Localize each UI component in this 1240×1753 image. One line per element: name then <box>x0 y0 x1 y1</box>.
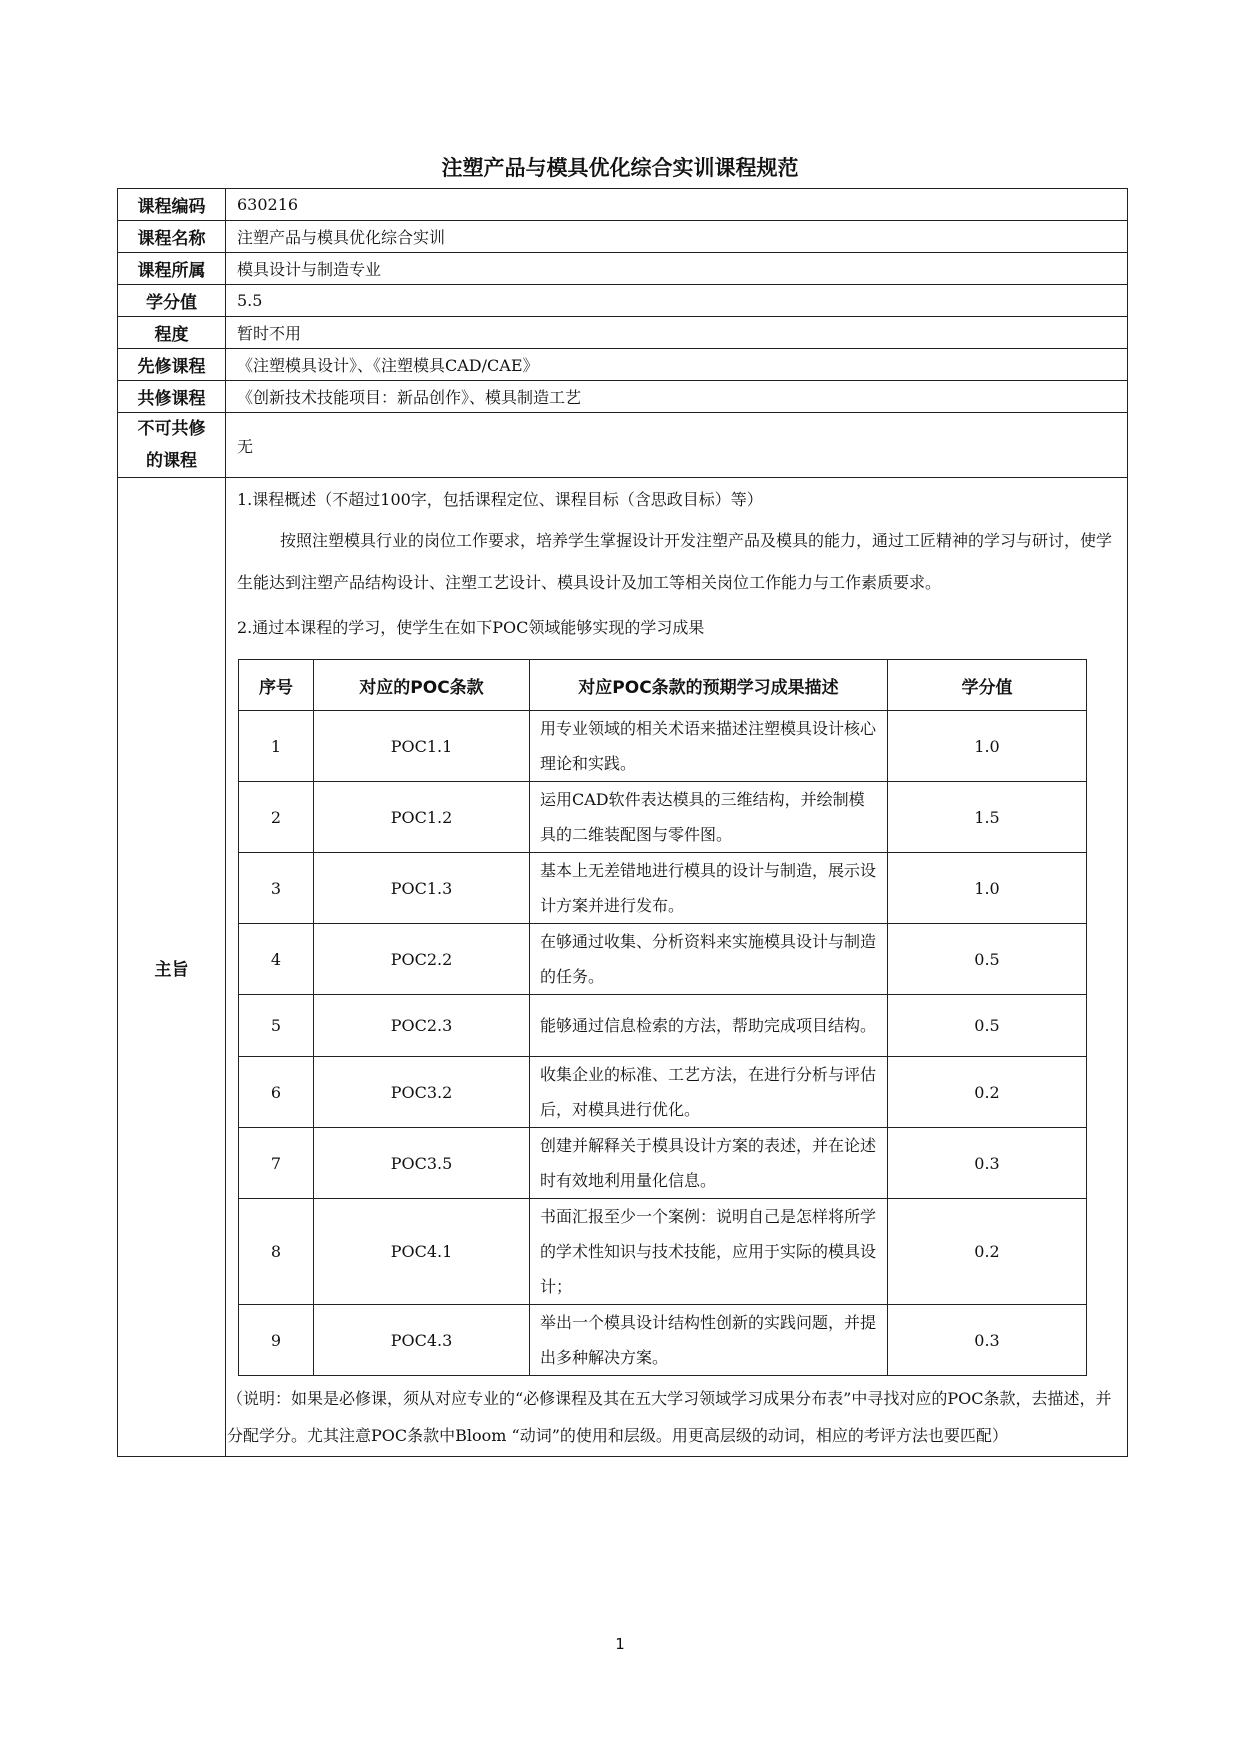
field-value: 注塑产品与模具优化综合实训 <box>226 221 1128 253</box>
credit-value: 1.0 <box>888 711 1087 782</box>
outcome-desc: 书面汇报至少一个案例：说明自己是怎样将所学的学术性知识与技术技能，应用于实际的模具设计； <box>530 1199 888 1305</box>
row-number: 6 <box>239 1057 314 1128</box>
row-number: 3 <box>239 853 314 924</box>
column-header: 学分值 <box>888 660 1087 711</box>
poc-code: POC3.5 <box>314 1128 530 1199</box>
row-number: 2 <box>239 782 314 853</box>
field-label: 学分值 <box>118 285 226 317</box>
field-label: 共修课程 <box>118 381 226 413</box>
outcome-desc: 在够通过收集、分析资料来实施模具设计与制造的任务。 <box>530 924 888 995</box>
info-row <box>118 189 1128 221</box>
credit-value: 0.2 <box>888 1199 1087 1305</box>
field-value: 5.5 <box>226 285 1128 317</box>
poc-code: POC1.1 <box>314 711 530 782</box>
row-number: 8 <box>239 1199 314 1305</box>
column-header: 序号 <box>239 660 314 711</box>
credit-value: 0.3 <box>888 1305 1087 1376</box>
row-number: 1 <box>239 711 314 782</box>
field-value: 《创新技术技能项目：新品创作》、模具制造工艺 <box>226 381 1128 413</box>
info-row <box>118 253 1128 285</box>
table-row <box>239 1199 1087 1305</box>
poc-code: POC4.3 <box>314 1305 530 1376</box>
table-row <box>239 853 1087 924</box>
field-label: 课程所属 <box>118 253 226 285</box>
field-label: 课程名称 <box>118 221 226 253</box>
info-row <box>118 221 1128 253</box>
outcome-desc: 收集企业的标准、工艺方法，在进行分析与评估后，对模具进行优化。 <box>530 1057 888 1128</box>
credit-value: 0.5 <box>888 995 1087 1057</box>
poc-code: POC4.1 <box>314 1199 530 1305</box>
poc-code: POC2.2 <box>314 924 530 995</box>
row-number: 4 <box>239 924 314 995</box>
table-row <box>239 1128 1087 1199</box>
row-number: 5 <box>239 995 314 1057</box>
row-number: 7 <box>239 1128 314 1199</box>
main-content <box>226 478 1128 1457</box>
outcome-desc: 基本上无差错地进行模具的设计与制造，展示设计方案并进行发布。 <box>530 853 888 924</box>
field-label-line: 的课程 <box>146 451 197 471</box>
outcome-desc: 能够通过信息检索的方法，帮助完成项目结构。 <box>530 995 888 1057</box>
outcome-desc: 创建并解释关于模具设计方案的表述，并在论述时有效地利用量化信息。 <box>530 1128 888 1199</box>
table-row <box>239 1057 1087 1128</box>
credit-value: 1.0 <box>888 853 1087 924</box>
field-value: 模具设计与制造专业 <box>226 253 1128 285</box>
field-label: 程度 <box>118 317 226 349</box>
credit-value: 0.2 <box>888 1057 1087 1128</box>
row-number: 9 <box>239 1305 314 1376</box>
main-label: 主旨 <box>118 478 226 1457</box>
outcome-desc: 举出一个模具设计结构性创新的实践问题，并提出多种解决方案。 <box>530 1305 888 1376</box>
poc-code: POC1.2 <box>314 782 530 853</box>
info-row <box>118 349 1128 381</box>
outcome-desc: 运用CAD软件表达模具的三维结构，并绘制模具的二维装配图与零件图。 <box>530 782 888 853</box>
field-label-line: 不可共修 <box>137 419 206 439</box>
page-title: 注塑产品与模具优化综合实训课程规范 <box>441 156 799 180</box>
overview-paragraph: 按照注塑模具行业的岗位工作要求，培养学生掌握设计开发注塑产品及模具的能力，通过工匠精神的学习与研讨，使学生能达到注塑产品结构设计、注塑工艺设计、模具设计及加工等相关岗位工作能力与工作素质要求。 <box>237 531 1113 592</box>
table-row <box>239 711 1087 782</box>
info-row <box>118 413 1128 478</box>
page-number: 1 <box>615 1635 625 1653</box>
table-row <box>239 1305 1087 1376</box>
info-row <box>118 285 1128 317</box>
column-header: 对应POC条款的预期学习成果描述 <box>530 660 888 711</box>
course-spec-table <box>117 188 1128 1457</box>
section-heading: 1.课程概述（不超过100字，包括课程定位、课程目标（含思政目标）等） <box>237 490 763 509</box>
field-value: 暂时不用 <box>226 317 1128 349</box>
field-label: 课程编码 <box>118 189 226 221</box>
credit-value: 1.5 <box>888 782 1087 853</box>
field-value: 630216 <box>226 189 1128 221</box>
table-row <box>239 995 1087 1057</box>
info-row <box>118 381 1128 413</box>
column-header: 对应的POC条款 <box>314 660 530 711</box>
poc-code: POC2.3 <box>314 995 530 1057</box>
credit-value: 0.3 <box>888 1128 1087 1199</box>
poc-code: POC1.3 <box>314 853 530 924</box>
section-heading: 2.通过本课程的学习，使学生在如下POC领域能够实现的学习成果 <box>237 618 705 637</box>
outcome-desc: 用专业领域的相关术语来描述注塑模具设计核心理论和实践。 <box>530 711 888 782</box>
poc-header-row <box>239 660 1087 711</box>
poc-code: POC3.2 <box>314 1057 530 1128</box>
explanation-note: （说明：如果是必修课，须从对应专业的“必修课程及其在五大学习领域学习成果分布表”中寻找对应的POC条款，去描述，并分配学分。尤其注意POC条款中Bloom “动词”的使用和层级。用更高层级的动词，相应的考评方法也要匹配） <box>227 1389 1112 1445</box>
main-row <box>118 478 1128 1457</box>
table-row <box>239 924 1087 995</box>
field-value: 《注塑模具设计》、《注塑模具CAD/CAE》 <box>226 349 1128 381</box>
field-label <box>118 413 226 478</box>
field-value: 无 <box>226 413 1128 478</box>
field-label: 先修课程 <box>118 349 226 381</box>
poc-table <box>238 659 1087 1376</box>
info-row <box>118 317 1128 349</box>
table-row <box>239 782 1087 853</box>
credit-value: 0.5 <box>888 924 1087 995</box>
